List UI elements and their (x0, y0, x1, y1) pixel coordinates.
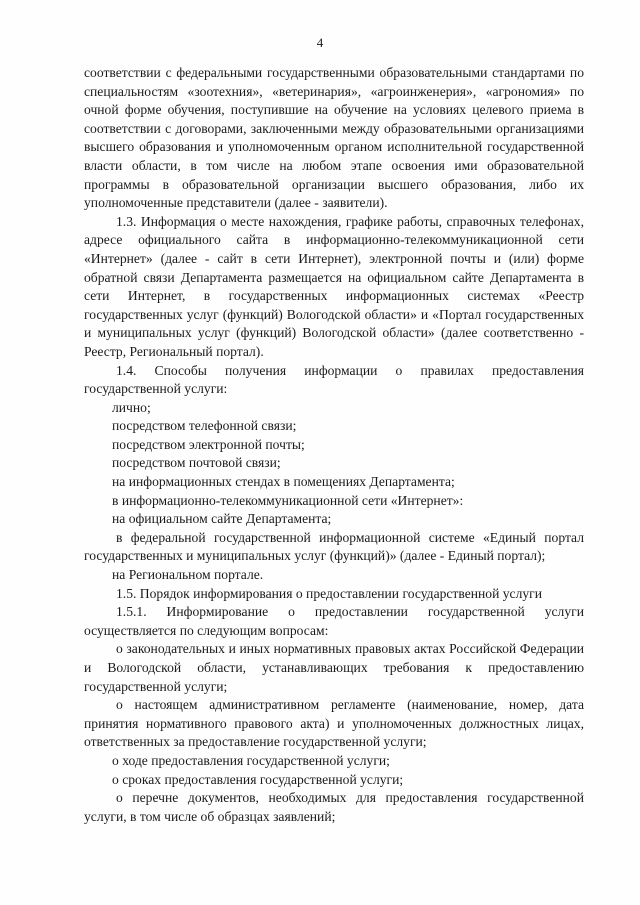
list-item: в информационно-телекоммуникационной сети «Интернет»: (112, 492, 464, 508)
list-item: о ходе предоставления государственной услуги; (112, 752, 390, 768)
page-number: 4 (316, 35, 324, 50)
list-item: посредством почтовой связи; (112, 455, 281, 471)
list-item: на официальном сайте Департамента; (112, 511, 332, 527)
list-item: посредством электронной почты; (112, 436, 305, 452)
paragraph-1-3: 1.3. Информация о месте нахождения, графике работы, справочных телефонах, адресе официального сайта в информационно-телекоммуникационной сети «Интернет» (далее - сайт в сети Интернет), электронной почты и (или) форме обратной связи Департамента размещается на официальном сайте Департамента в сети Интернет, в государственных информационных системах «Реестр государственных услуг (функций) Вологодской области» и «Портал государственных и муниципальных услуг (функций) Вологодской области» (далее соответственно - Реестр, Региональный портал). (84, 213, 584, 359)
list-item: лично; (112, 399, 151, 415)
list-item: на Региональном портале. (112, 567, 264, 583)
list-item: посредством телефонной связи; (112, 418, 297, 434)
list-item-documents: о перечне документов, необходимых для предоставления государственной услуги, в том числе об образцах заявлений; (84, 790, 584, 824)
list-item-legislation: о законодательных и иных нормативных правовых актах Российской Федерации и Вологодской области, устанавливающих требования к предоставлению государственной услуги; (84, 641, 584, 694)
list-item: о сроках предоставления государственной услуги; (112, 771, 404, 787)
paragraph-1-4: 1.4. Способы получения информации о правилах предоставления государственной услуги: (84, 362, 584, 397)
paragraph-applicants-continued: соответствии с федеральными государственными образовательными стандартами по специальностям «зоотехния», «ветеринария», «агроинженерия», «агрономия» по очной форме обучения, поступившие на обучение на условиях целевого приема в соответствии с договорами, заключенными между образовательными организациями высшего образования и уполномоченным органом исполнительной государственной власти области, в том числе на любом этапе освоения ими образовательной программы в образовательной организации высшего образования, либо их уполномоченные представители (далее - заявители). (84, 65, 584, 211)
list-item: на информационных стендах в помещениях Департамента; (112, 474, 455, 490)
paragraph-1-5: 1.5. Порядок информирования о предоставлении государственной услуги (116, 585, 543, 601)
list-item-regulation: о настоящем административном регламенте (наименование, номер, дата принятия нормативного правового акта) и уполномоченных должностных лицах, ответственных за предоставление государственной услуги; (84, 697, 584, 750)
list-item-unified-portal: в федеральной государственной информационной системе «Единый портал государственных и муниципальных услуг (функций)» (далее - Единый портал); (84, 529, 584, 564)
paragraph-1-5-1: 1.5.1. Информирование о предоставлении государственной услуги осуществляется по следующим вопросам: (84, 604, 584, 638)
document-body (84, 64, 584, 826)
